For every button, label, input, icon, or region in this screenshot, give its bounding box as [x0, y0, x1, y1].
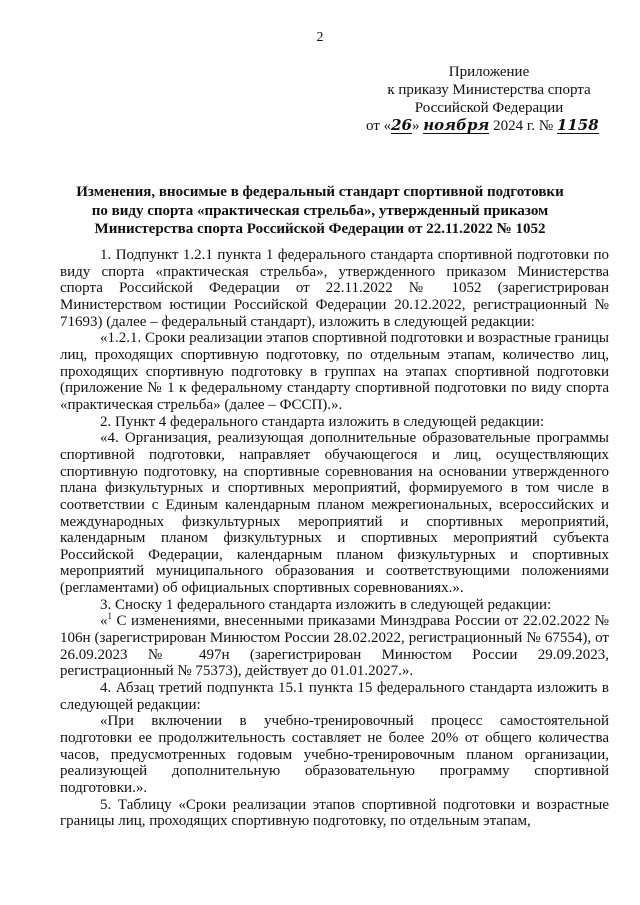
- date-day-handwritten: 26: [391, 116, 412, 134]
- paragraph-9: 5. Таблицу «Сроки реализации этапов спортивной подготовки и возрастные границы лиц, проходящих спортивную подготовку, по отдельным этапам,: [60, 796, 609, 830]
- date-prefix: от «: [366, 118, 392, 134]
- paragraph-8: «При включении в учебно-тренировочный процесс самостоятельной подготовки ее продолжительность составляет не более 20% от общего количества часов, предусмотренных годовым учебно-тренировочным планом организации, реализующей дополнительную образовательную программу спортивной подготовки.».: [60, 713, 609, 796]
- appendix-header: [358, 63, 620, 117]
- title-line-1: Изменения, вносимые в федеральный стандарт спортивной подготовки: [76, 184, 564, 200]
- footnote-quote: «: [100, 613, 108, 630]
- paragraph-7: 4. Абзац третий подпункта 15.1 пункта 15 федерального стандарта изложить в следующей редакции:: [60, 680, 609, 713]
- appendix-line-3: Российской Федерации: [414, 100, 564, 116]
- page-number: 2: [316, 30, 324, 45]
- footnote-text: С изменениями, внесенными приказами Минздрава России от 22.02.2022 № 106н (зарегистрирован Минюстом России 28.02.2022, регистрационный № 67554), от 26.09.2023 № 497н (зарегистрирован Минюстом России 29.09.2023, регистрационный № 75373), действует до 01.01.2027.».: [60, 613, 609, 680]
- paragraph-1: 1. Подпункт 1.2.1 пункта 1 федерального стандарта спортивной подготовки по виду спорта «практическая стрельба», утвержденного приказом Министерства спорта Российской Федерации от 22.11.2022 № 1052 (зарегистрирован Министерством юстиции Российской Федерации 20.12.2022, регистрационный № 71693) (далее – федеральный стандарт), изложить в следующей редакции:: [60, 247, 609, 330]
- footnote-mark: 1: [107, 611, 112, 622]
- appendix-date-line: [366, 117, 628, 135]
- document-title: [60, 183, 580, 239]
- appendix-line-2: к приказу Министерства спорта: [387, 82, 591, 98]
- date-month-handwritten: ноября: [423, 116, 490, 134]
- appendix-line-1: Приложение: [448, 64, 530, 80]
- paragraph-5: 3. Сноску 1 федерального стандарта изложить в следующей редакции:: [100, 596, 552, 613]
- order-number-handwritten: 1158: [556, 116, 599, 134]
- date-mid: »: [411, 118, 420, 134]
- date-year: 2024 г. №: [489, 118, 557, 134]
- document-body: [60, 247, 609, 830]
- paragraph-3: 2. Пункт 4 федерального стандарта изложить в следующей редакции:: [100, 413, 545, 430]
- paragraph-4: «4. Организация, реализующая дополнительные образовательные программы спортивной подготовки, направляет обучающегося и лиц, осуществляющих спортивную подготовку, на спортивные соревнования на основании утвержденного плана физкультурных и спортивных мероприятий, формируемого в том числе в соответствии с Единым календарным планом межрегиональных, всероссийских и международных физкультурных мероприятий и спортивных мероприятий, календарным планом физкультурных и спортивных мероприятий субъекта Российской Федерации, календарным планом физкультурных и спортивных мероприятий муниципального образования и соответствующими положениями (регламентами) об официальных спортивных соревнованиях.».: [60, 430, 609, 597]
- paragraph-2: «1.2.1. Сроки реализации этапов спортивной подготовки и возрастные границы лиц, проходящих спортивную подготовку, по отдельным этапам, количество лиц, проходящих спортивную подготовку в группах на этапах спортивной подготовки (приложение № 1 к федеральному стандарту спортивной подготовки по виду спорта «практическая стрельба» (далее – ФССП).».: [60, 330, 609, 413]
- title-line-2: по виду спорта «практическая стрельба», утвержденный приказом: [91, 202, 549, 219]
- paragraph-6: [60, 613, 609, 680]
- title-line-3: Министерства спорта Российской Федерации от 22.11.2022 № 1052: [94, 221, 546, 237]
